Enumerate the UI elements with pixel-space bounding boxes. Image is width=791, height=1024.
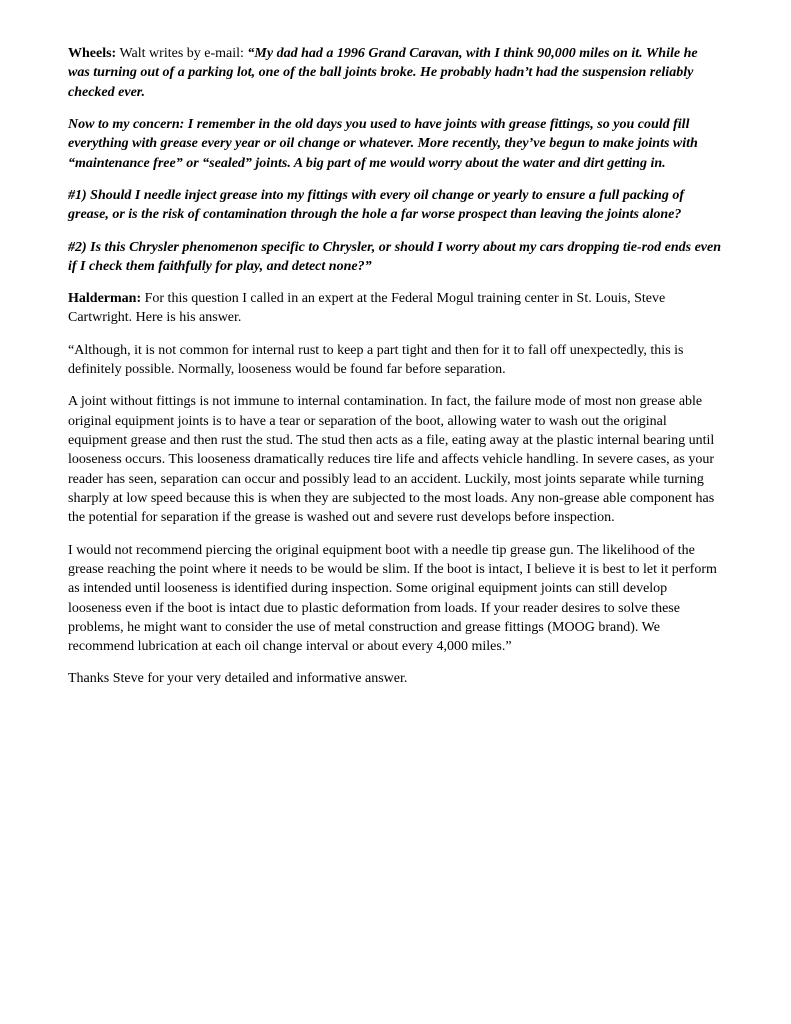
- paragraph: [68, 392, 722, 527]
- text-segment: Now to my concern: I remember in the old days you used to have joints with grease fittings, so you could fill everything with grease every year or oil change or whatever. More recently, they’ve begun to make joints with “maintenance free” or “sealed” joints. A big part of me would worry about the water and dirt getting in.: [68, 116, 698, 171]
- paragraph: [68, 669, 722, 688]
- paragraph: [68, 44, 722, 102]
- document-body: [68, 44, 722, 702]
- text-segment: Halderman:: [68, 291, 142, 307]
- text-segment: Thanks Steve for your very detailed and informative answer.: [68, 671, 408, 687]
- text-segment: For this question I called in an expert at the Federal Mogul training center in St. Louis, Steve Cartwright. Here is his answer.: [68, 291, 666, 326]
- paragraph: [68, 186, 722, 225]
- paragraph: [68, 238, 722, 277]
- text-segment: Wheels:: [68, 46, 117, 61]
- text-segment: #2) Is this Chrysler phenomenon specific to Chrysler, or should I worry about my cars dropping tie-rod ends even if I check them faithfully for play, and detect none?”: [68, 239, 722, 274]
- text-segment: I would not recommend piercing the original equipment boot with a needle tip grease gun. The likelihood of the grease reaching the point where it needs to be would be slim. If the boot is intact, I believe it is best to let it perform as intended until looseness is identified during inspection. Some original equipment joints can still develop looseness even if the boot is intact due to plastic deformation from loads. If your reader desires to solve these problems, he might want to consider the use of metal construction and grease fittings (MOOG brand). We recommend lubrication at each oil change interval or about every 4,000 miles.”: [68, 542, 717, 655]
- text-segment: A joint without fittings is not immune to internal contamination. In fact, the failure mode of most non grease able original equipment joints is to have a tear or separation of the boot, allowing water to wash out the original equipment grease and then rust the stud. The stud then acts as a file, eating away at the plastic internal bearing until looseness occurs. This looseness dramatically reduces tire life and affects vehicle handling. In severe cases, as your reader has seen, separation can occur and possibly lead to an accident. Luckily, most joints separate while turning sharply at low speed because this is when they are subjected to the most loads. Any non-grease able component has the potential for separation if the grease is washed out and severe rust develops before inspection.: [68, 394, 715, 526]
- paragraph: [68, 115, 722, 173]
- paragraph: [68, 541, 722, 657]
- text-segment: Walt writes by e-mail:: [116, 46, 248, 61]
- text-segment: “My dad had a 1996 Grand Caravan, with I think 90,000 miles on it. While he was turning out of a parking lot, one of the ball joints broke. He probably hadn’t had the suspension reliably checked ever.: [68, 46, 698, 100]
- paragraph: [68, 341, 722, 380]
- text-segment: “Although, it is not common for internal rust to keep a part tight and then for it to fall off unexpectedly, this is definitely possible. Normally, looseness would be found far before separation.: [68, 342, 684, 378]
- text-segment: #1) Should I needle inject grease into my fittings with every oil change or yearly to ensure a full packing of grease, or is the risk of contamination through the hole a far worse prospect than leaving the joints alone?: [68, 187, 684, 223]
- paragraph: [68, 289, 722, 328]
